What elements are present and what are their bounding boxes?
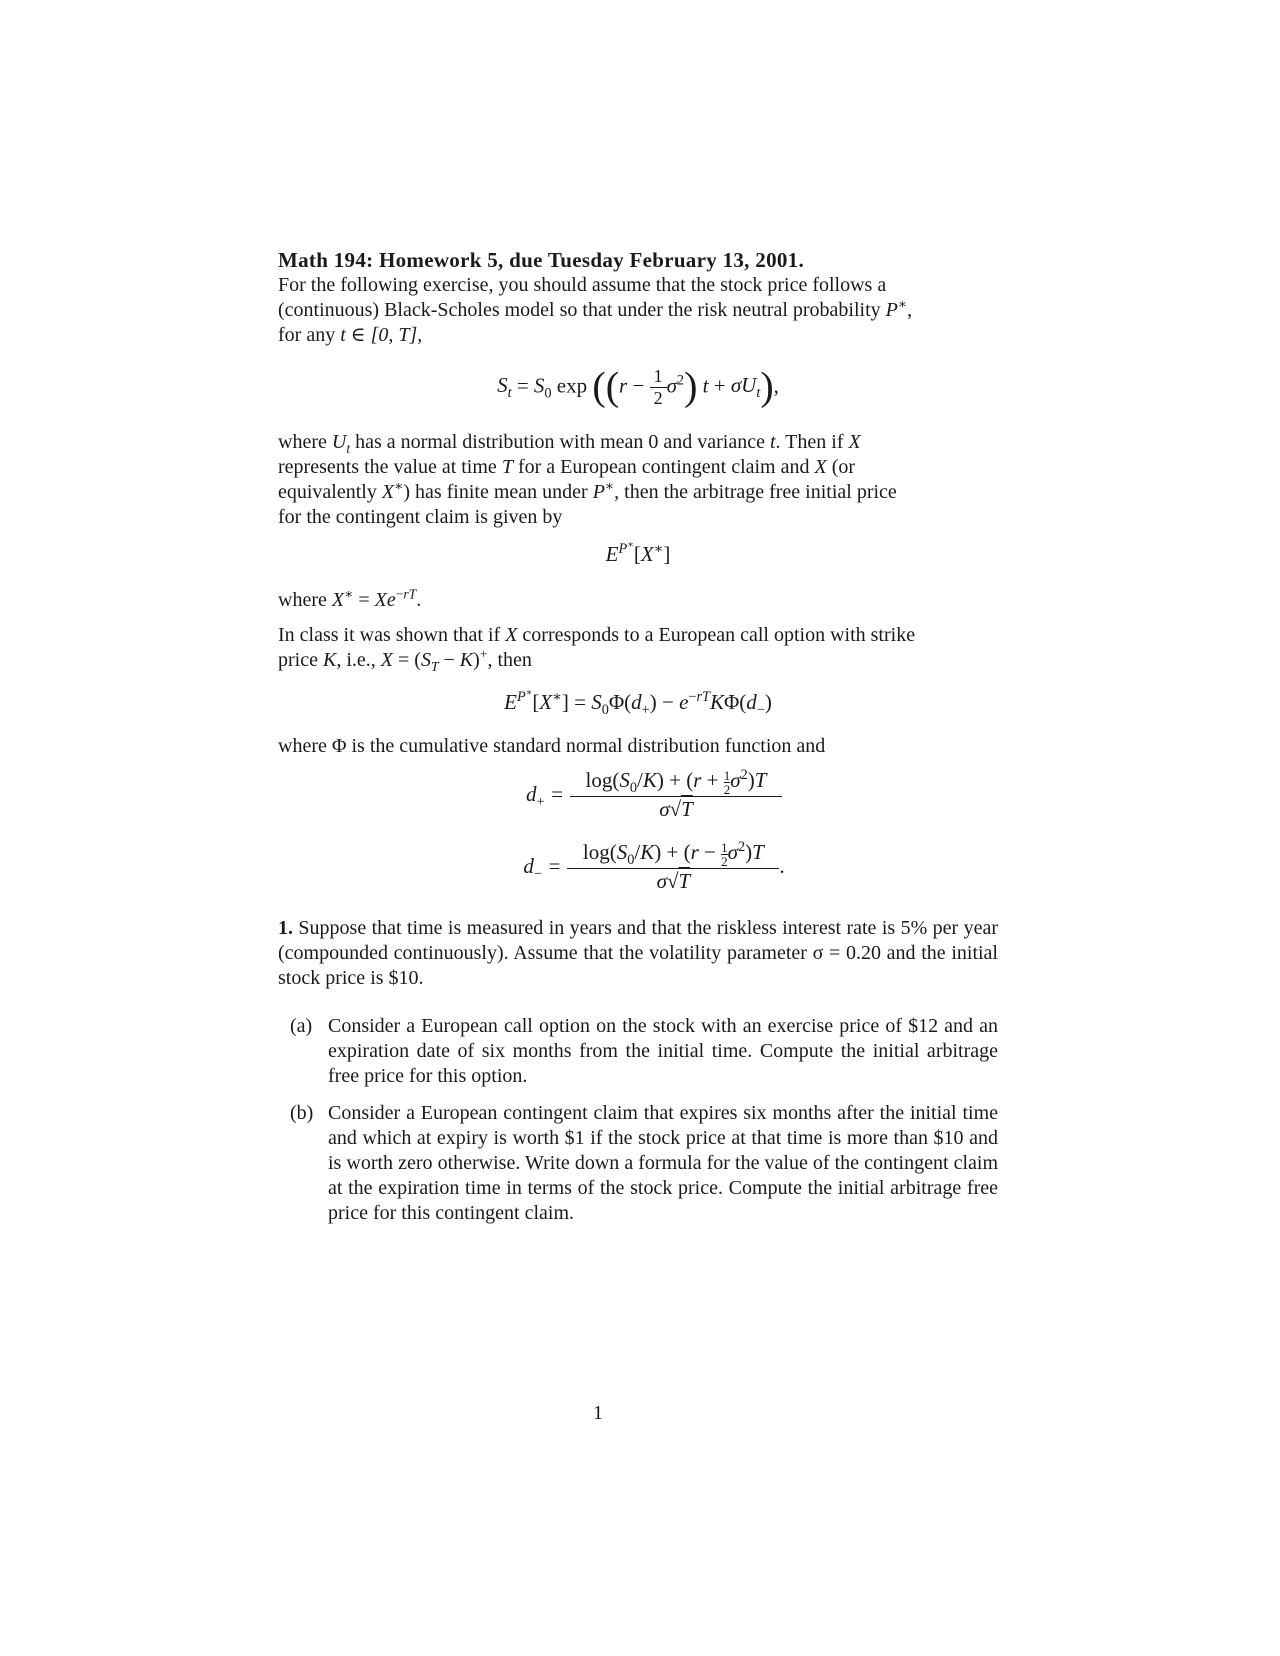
page-number: 1 <box>593 1402 603 1424</box>
problem-1b: (b) Consider a European contingent claim that expires six months after the initial time and which at expiry is worth $1 if the stock price at that time is more than $10 and is worth zero otherwise. Write down a formula for the value of the contingent claim at the expiration time in terms of the stock price. Compute the initial arbitrage free price for this contingent claim. <box>290 1102 998 1224</box>
discounted-claim-definition: where $X^∗ = Xe^{-rT}$. <box>278 586 422 611</box>
d-minus-equation: $d_-$ = $\log(S_0/K) + (r$ − $\frac{1}{2}$ $\sigma^2)T$ σ√T . <box>523 839 785 893</box>
where-paragraph: where $U_t$ has a normal distribution with mean 0 and variance t. Then if X represents the value at time T for a European contingent claim and X (or equivalently X∗) has finite mean under P∗, then the arbitrage free initial price for the contingent claim is given by <box>278 431 897 528</box>
problem-1a: (a) Consider a European call option on the stock with an exercise price of $12 and an expiration date of six months from the initial time. Compute the initial arbitrage free price for this option. <box>290 1015 998 1087</box>
d-plus-equation: $d_+$ = $\log(S_0/K) + (r$ + $\frac{1}{2}$ $\sigma^2)T$ σ√T <box>278 768 998 822</box>
problem-1: 1. Suppose that time is measured in years and that the riskless interest rate is 5% per year (compounded continuously). Assume that the volatility parameter σ = 0.20 and the initial stock price is $10. <box>278 917 998 989</box>
intro-paragraph: For the following exercise, you should assume that the stock price follows a (continuous) Black-Scholes model so that under the risk neutral probability P∗, for any t ∈ [0, T], <box>278 274 913 346</box>
call-option-paragraph: In class it was shown that if X corresponds to a European call option with strike price K, i.e., $X = (S_T - K)^+$, then <box>278 624 916 674</box>
stock-price-equation: $S_t = S_0$ exp ((r − $\frac{1}{2}$ $\sigma^2$) $t + \sigma U_t$), <box>497 363 779 409</box>
call-price-equation: $E^{P^∗}[X^∗] = S_0\Phi(d_+) - e^{-rT}K\Phi(d_-)$ <box>504 687 772 719</box>
phi-definition: where Φ is the cumulative standard normal distribution function and <box>278 735 826 757</box>
expectation-equation: $E^{P^∗}[X^∗]$ <box>605 539 671 566</box>
homework-title: Math 194: Homework 5, due Tuesday February 13, 2001. <box>278 248 805 272</box>
